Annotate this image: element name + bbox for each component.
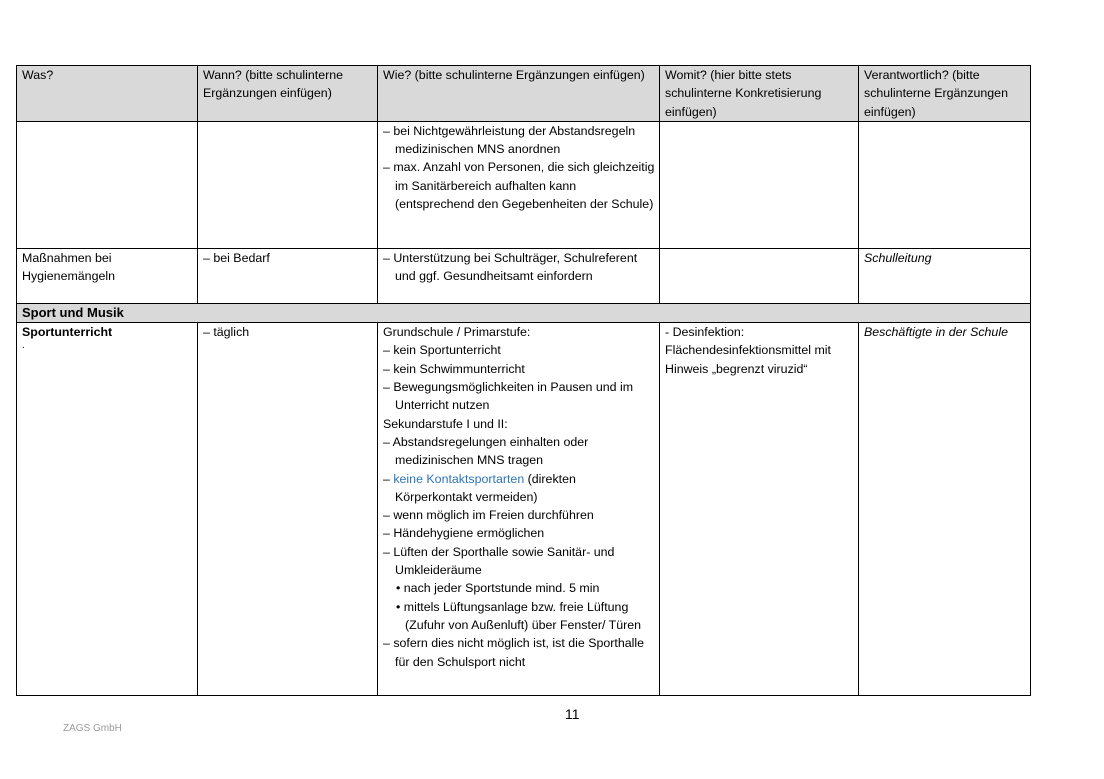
cell-was: Maßnahmen bei Hygienemängeln — [17, 248, 198, 303]
cell-was — [17, 121, 198, 248]
table-header-row — [17, 66, 1031, 122]
cell-wann: – täglich — [198, 323, 378, 696]
cell-verantwortlich: Beschäftigte in der Schule — [859, 323, 1031, 696]
list-item: – max. Anzahl von Personen, die sich gleichzeitig im Sanitärbereich aufhalten kann (entsprechend den Gegebenheiten der Schule) — [383, 160, 655, 212]
list-item: – Unterstützung bei Schulträger, Schulreferent und ggf. Gesundheitsamt einfordern — [383, 250, 638, 284]
sub-list-item: • nach jeder Sportstunde mind. 5 min — [396, 581, 600, 596]
footer-company: ZAGS GmbH — [63, 723, 122, 734]
cell-wann: – bei Bedarf — [198, 248, 378, 303]
cell-wie — [378, 248, 660, 303]
cell-was — [17, 323, 198, 696]
list-item: – wenn möglich im Freien durchführen — [383, 508, 594, 523]
table-row — [17, 323, 1031, 696]
dash: – — [383, 471, 394, 486]
stray-dot: . — [22, 340, 25, 352]
table-row — [17, 248, 1031, 303]
hygiene-plan-table — [16, 65, 1031, 696]
header-wie: Wie? (bitte schulinterne Ergänzungen einfügen) — [378, 66, 660, 122]
list-item-text: (direkten Körperkontakt vermeiden) — [395, 471, 576, 504]
header-wann: Wann? (bitte schulinterne Ergänzungen einfügen) — [198, 66, 378, 122]
list-item: – kein Schwimmunterricht — [383, 361, 525, 376]
sub-list-item: • mittels Lüftungsanlage bzw. freie Lüftung (Zufuhr von Außenluft) über Fenster/ Türen — [396, 599, 641, 632]
cell-wann — [198, 121, 378, 248]
section-title: Sport und Musik — [17, 303, 1031, 322]
header-was: Was? — [17, 66, 198, 122]
table-row — [17, 121, 1031, 248]
cell-verantwortlich — [859, 121, 1031, 248]
list-item: – Bewegungsmöglichkeiten in Pausen und im Unterricht nutzen — [383, 380, 634, 413]
kontaktsportarten-link[interactable]: keine Kontaktsportarten — [393, 471, 525, 486]
cell-womit — [660, 248, 859, 303]
header-verantwortlich: Verantwortlich? (bitte schulinterne Ergänzungen einfügen) — [859, 66, 1031, 122]
list-item: – kein Sportunterricht — [383, 343, 501, 358]
row-title: Sportunterricht — [22, 325, 113, 340]
list-item: – sofern dies nicht möglich ist, ist die Sporthalle für den Schulsport nicht — [383, 636, 645, 669]
header-womit: Womit? (hier bitte stets schulinterne Konkretisierung einfügen) — [660, 66, 859, 122]
list-item — [383, 470, 655, 507]
cell-wie — [378, 323, 660, 696]
page-number: 11 — [565, 706, 580, 722]
list-heading: Sekundarstufe I und II: — [383, 416, 508, 431]
cell-womit: - Desinfektion: Flächendesinfektionsmittel mit Hinweis „begrenzt viruzid“ — [660, 323, 859, 696]
section-row — [17, 303, 1031, 322]
list-item: – Händehygiene ermöglichen — [383, 526, 545, 541]
list-item: – Lüften der Sporthalle sowie Sanitär- und Umkleideräume — [383, 544, 615, 578]
cell-wie — [378, 121, 660, 248]
cell-verantwortlich: Schulleitung — [859, 248, 1031, 303]
list-item: – bei Nichtgewährleistung der Abstandsregeln medizinischen MNS anordnen — [383, 123, 636, 157]
cell-womit — [660, 121, 859, 248]
list-heading: Grundschule / Primarstufe: — [383, 325, 531, 340]
list-item: – Abstandsregelungen einhalten oder medizinischen MNS tragen — [383, 434, 589, 468]
